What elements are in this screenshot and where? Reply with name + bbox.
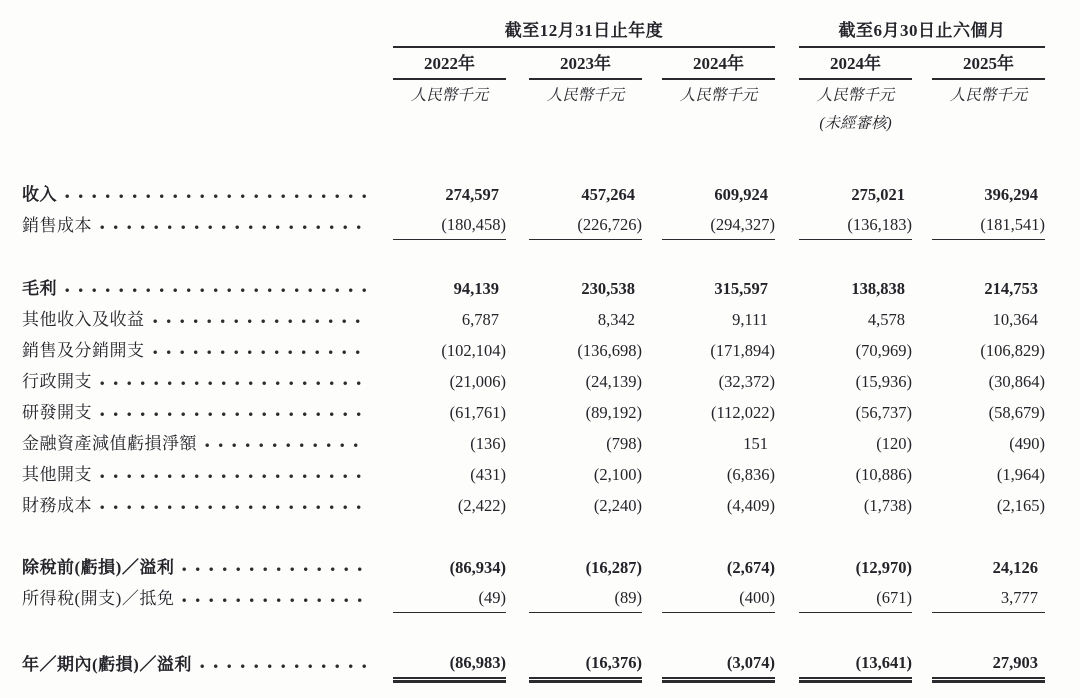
value-cell: (10,886) bbox=[855, 465, 912, 485]
value-cell: (120) bbox=[876, 434, 912, 454]
value-cell: (16,376) bbox=[529, 653, 642, 679]
value-cell: (490) bbox=[1009, 434, 1045, 454]
period-group-header-row bbox=[22, 16, 1045, 46]
dot-leader bbox=[100, 505, 366, 510]
value-cell: (13,641) bbox=[799, 653, 912, 679]
table-row-administrative-expenses bbox=[22, 365, 1045, 396]
value-cell: (58,679) bbox=[988, 403, 1045, 423]
value-cell: (798) bbox=[606, 434, 642, 454]
table-row-other-income bbox=[22, 303, 1045, 334]
period-group-header-interim: 截至6月30日止六個月 bbox=[799, 16, 1045, 48]
row-label: 收入 bbox=[22, 184, 57, 204]
value-cell: (136) bbox=[470, 434, 506, 454]
table-row-rd-expenses bbox=[22, 396, 1045, 427]
unit-label: 人民幣千元 bbox=[816, 87, 895, 104]
row-label: 其他開支 bbox=[22, 464, 92, 484]
section-gap bbox=[22, 136, 1045, 178]
unit-label: 人民幣千元 bbox=[949, 87, 1028, 104]
dot-leader bbox=[100, 225, 366, 230]
row-label: 金融資產減值虧損淨額 bbox=[22, 433, 197, 453]
row-label: 銷售及分銷開支 bbox=[22, 340, 145, 360]
value-cell: (86,934) bbox=[449, 558, 506, 578]
value-cell: (226,726) bbox=[529, 215, 642, 240]
table-row-gross-profit bbox=[22, 272, 1045, 303]
value-cell: 457,264 bbox=[581, 185, 635, 205]
table-row-cost-of-sales bbox=[22, 209, 1045, 240]
dot-leader bbox=[182, 567, 366, 572]
value-cell: (1,964) bbox=[996, 465, 1045, 485]
section-gap bbox=[22, 240, 1045, 272]
value-cell: 138,838 bbox=[851, 279, 905, 299]
value-cell: (181,541) bbox=[932, 215, 1045, 240]
table-row-profit-for-period bbox=[22, 648, 1045, 679]
row-label: 年／期內(虧損)／溢利 bbox=[22, 654, 192, 674]
table-row-other-expenses bbox=[22, 458, 1045, 489]
value-cell: (2,165) bbox=[996, 496, 1045, 516]
year-column-header: 2024年 bbox=[799, 49, 912, 80]
value-cell: 9,111 bbox=[732, 310, 768, 330]
value-cell: (56,737) bbox=[855, 403, 912, 423]
row-label: 毛利 bbox=[22, 278, 57, 298]
value-cell: (89,192) bbox=[585, 403, 642, 423]
unit-label: 人民幣千元 bbox=[679, 87, 758, 104]
section-gap bbox=[22, 613, 1045, 648]
value-cell: 315,597 bbox=[714, 279, 768, 299]
value-cell: (15,936) bbox=[855, 372, 912, 392]
value-cell: (2,240) bbox=[593, 496, 642, 516]
year-column-header: 2025年 bbox=[932, 49, 1045, 80]
value-cell: (49) bbox=[393, 588, 506, 613]
value-cell: 8,342 bbox=[597, 310, 635, 330]
value-cell: (70,969) bbox=[855, 341, 912, 361]
table-row-profit-before-tax bbox=[22, 551, 1045, 582]
dot-leader bbox=[65, 288, 366, 293]
dot-leader bbox=[153, 350, 367, 355]
value-cell: 27,903 bbox=[932, 653, 1045, 679]
value-cell: (6,836) bbox=[726, 465, 775, 485]
dot-leader bbox=[100, 474, 366, 479]
note-header-row bbox=[22, 108, 1045, 136]
value-cell: (16,287) bbox=[585, 558, 642, 578]
row-label: 除稅前(虧損)／溢利 bbox=[22, 557, 175, 577]
row-label: 行政開支 bbox=[22, 371, 92, 391]
table-row-finance-costs bbox=[22, 489, 1045, 520]
value-cell: (171,894) bbox=[710, 341, 775, 361]
value-cell: (136,183) bbox=[799, 215, 912, 240]
value-cell: (136,698) bbox=[577, 341, 642, 361]
value-cell: (3,074) bbox=[662, 653, 775, 679]
value-cell: (106,829) bbox=[980, 341, 1045, 361]
value-cell: (2,100) bbox=[593, 465, 642, 485]
year-header-row bbox=[22, 46, 1045, 80]
row-label: 所得稅(開支)／抵免 bbox=[22, 588, 175, 608]
value-cell: 230,538 bbox=[581, 279, 635, 299]
value-cell: (112,022) bbox=[710, 403, 775, 423]
value-cell: 10,364 bbox=[992, 310, 1038, 330]
value-cell: (61,761) bbox=[449, 403, 506, 423]
value-cell: 94,139 bbox=[453, 279, 499, 299]
value-cell: (32,372) bbox=[718, 372, 775, 392]
dot-leader bbox=[205, 443, 366, 448]
value-cell: (21,006) bbox=[449, 372, 506, 392]
value-cell: 4,578 bbox=[867, 310, 905, 330]
dot-leader bbox=[65, 194, 366, 199]
dot-leader bbox=[200, 664, 366, 669]
value-cell: 24,126 bbox=[992, 558, 1038, 578]
table-row-impairment-losses bbox=[22, 427, 1045, 458]
value-cell: 3,777 bbox=[932, 588, 1045, 613]
row-label: 銷售成本 bbox=[22, 215, 92, 235]
value-cell: 151 bbox=[743, 434, 768, 454]
value-cell: 6,787 bbox=[461, 310, 499, 330]
value-cell: (4,409) bbox=[726, 496, 775, 516]
unaudited-note: (未經審核) bbox=[819, 115, 892, 132]
value-cell: (89) bbox=[529, 588, 642, 613]
value-cell: (1,738) bbox=[863, 496, 912, 516]
year-column-header: 2023年 bbox=[529, 49, 642, 80]
value-cell: (400) bbox=[662, 588, 775, 613]
dot-leader bbox=[100, 412, 366, 417]
value-cell: (12,970) bbox=[855, 558, 912, 578]
value-cell: (30,864) bbox=[988, 372, 1045, 392]
value-cell: (2,674) bbox=[726, 558, 775, 578]
year-column-header: 2022年 bbox=[393, 49, 506, 80]
unit-header-row bbox=[22, 80, 1045, 108]
dot-leader bbox=[182, 598, 366, 603]
value-cell: (671) bbox=[799, 588, 912, 613]
dot-leader bbox=[100, 381, 366, 386]
row-label: 其他收入及收益 bbox=[22, 309, 145, 329]
table-row-selling-distribution-expenses bbox=[22, 334, 1045, 365]
value-cell: 396,294 bbox=[984, 185, 1038, 205]
table-row-income-tax bbox=[22, 582, 1045, 613]
value-cell: (180,458) bbox=[393, 215, 506, 240]
value-cell: 275,021 bbox=[851, 185, 905, 205]
value-cell: (294,327) bbox=[662, 215, 775, 240]
value-cell: (24,139) bbox=[585, 372, 642, 392]
value-cell: (86,983) bbox=[393, 653, 506, 679]
value-cell: 214,753 bbox=[984, 279, 1038, 299]
period-group-header-annual: 截至12月31日止年度 bbox=[393, 16, 775, 48]
value-cell: (2,422) bbox=[457, 496, 506, 516]
value-cell: (431) bbox=[470, 465, 506, 485]
section-gap bbox=[22, 520, 1045, 551]
unit-label: 人民幣千元 bbox=[546, 87, 625, 104]
year-column-header: 2024年 bbox=[662, 49, 775, 80]
row-label: 財務成本 bbox=[22, 495, 92, 515]
value-cell: 609,924 bbox=[714, 185, 768, 205]
unit-label: 人民幣千元 bbox=[410, 87, 489, 104]
dot-leader bbox=[153, 319, 367, 324]
value-cell: (102,104) bbox=[441, 341, 506, 361]
table-row-revenue bbox=[22, 178, 1045, 209]
row-label: 研發開支 bbox=[22, 402, 92, 422]
value-cell: 274,597 bbox=[445, 185, 499, 205]
